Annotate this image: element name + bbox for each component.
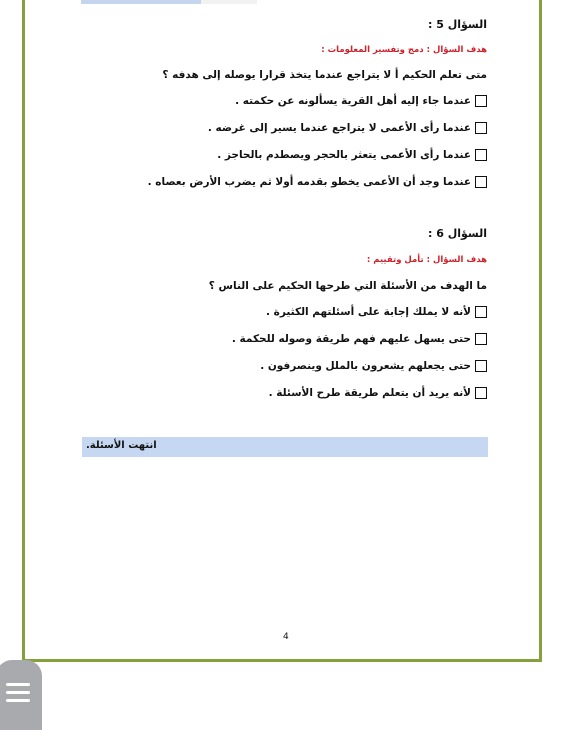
question-6-goal: هدف السؤال : تأمل وتقييم : xyxy=(366,255,487,265)
end-of-questions-bar xyxy=(82,437,488,457)
question-6-text: ما الهدف من الأسئلة التي طرحها الحكيم على الناس ؟ xyxy=(208,280,487,292)
option-label: حتى يسهل عليهم فهم طريقة وصوله للحكمة . xyxy=(231,333,471,345)
checkbox-icon[interactable] xyxy=(475,333,487,345)
question-6-option-1[interactable] xyxy=(266,306,487,318)
option-label: عندما جاء إليه أهل القرية يسألونه عن حكمته . xyxy=(235,95,471,107)
question-5-option-2[interactable] xyxy=(208,122,487,134)
checkbox-icon[interactable] xyxy=(475,149,487,161)
checkbox-icon[interactable] xyxy=(475,176,487,188)
question-5-text: متى تعلم الحكيم أ لا يتراجع عندما يتخذ قرارا يوصله إلى هدفه ؟ xyxy=(162,69,487,81)
question-5-option-3[interactable] xyxy=(217,149,487,161)
option-label: لأنه لا يملك إجابة على أسئلتهم الكثيرة . xyxy=(266,306,471,318)
question-5-option-4[interactable] xyxy=(148,176,487,188)
question-6-title: السؤال 6 : xyxy=(427,227,487,240)
option-label: عندما رأى الأعمى لا يتراجع عندما يسير إلى غرضه . xyxy=(207,122,471,134)
question-6-option-4[interactable] xyxy=(269,387,487,399)
option-label: حتى يجعلهم يشعرون بالملل وينصرفون . xyxy=(260,360,471,372)
checkbox-icon[interactable] xyxy=(475,387,487,399)
question-6-option-2[interactable] xyxy=(232,333,487,345)
end-of-questions-text: انتهت الأسئلة. xyxy=(86,440,157,451)
checkbox-icon[interactable] xyxy=(475,306,487,318)
option-label: عندما وجد أن الأعمى يخطو بقدمه أولا ثم يضرب الأرض بعصاه . xyxy=(147,176,471,188)
question-5-option-1[interactable] xyxy=(235,95,487,107)
option-label: لأنه يريد أن يتعلم طريقة طرح الأسئلة . xyxy=(268,387,471,399)
question-5-goal: هدف السؤال : دمج وتفسير المعلومات : xyxy=(321,45,487,55)
checkbox-icon[interactable] xyxy=(475,122,487,134)
question-6-option-3[interactable] xyxy=(260,360,487,372)
page-number: 4 xyxy=(283,632,289,642)
option-label: عندما رأى الأعمى يتعثر بالحجر ويصطدم بالحاجز . xyxy=(217,149,471,161)
checkbox-icon[interactable] xyxy=(475,95,487,107)
question-5-title: السؤال 5 : xyxy=(427,18,487,31)
checkbox-icon[interactable] xyxy=(475,360,487,372)
previous-page-strip xyxy=(81,0,201,4)
previous-page-strip-cell xyxy=(201,0,257,4)
